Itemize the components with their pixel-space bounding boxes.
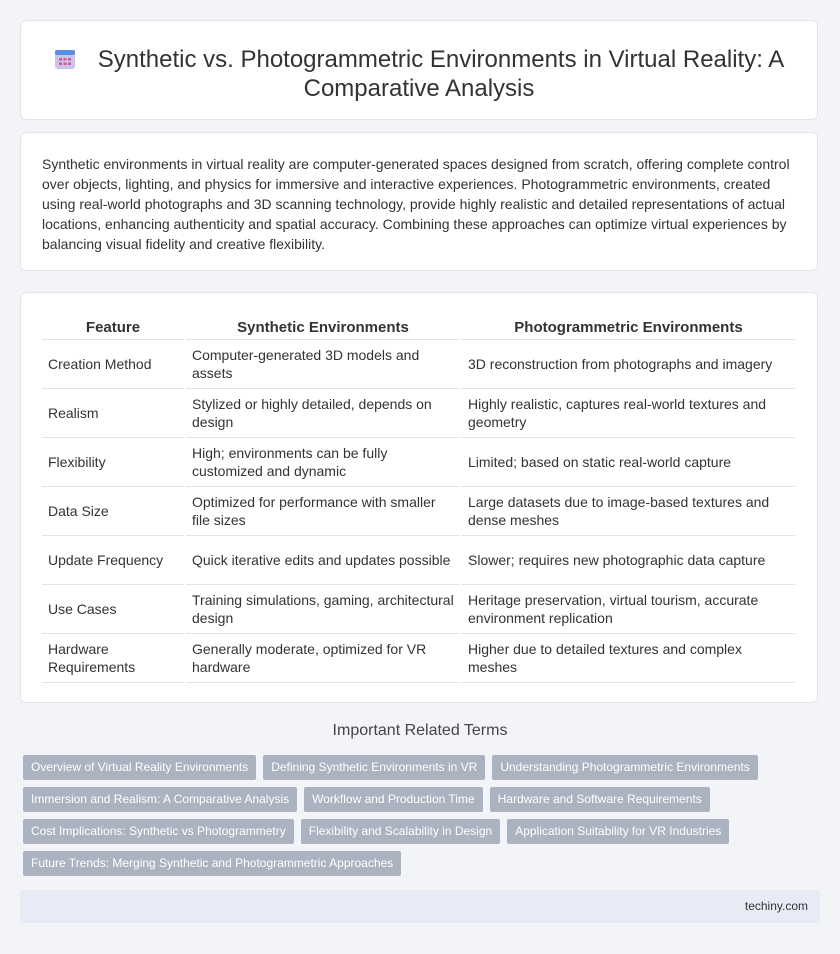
comparison-table-card — [20, 292, 818, 703]
table-cell-photogrammetric: Higher due to detailed textures and complex meshes — [462, 634, 795, 683]
related-terms-title: Important Related Terms — [332, 722, 508, 739]
table-cell-photogrammetric: Heritage preservation, virtual tourism, accurate environment replication — [462, 585, 795, 634]
related-term-tag[interactable]: Defining Synthetic Environments in VR — [263, 755, 485, 780]
page-title: Synthetic vs. Photogrammetric Environments in Virtual Reality: A Comparative Analysis — [97, 46, 785, 102]
table-cell-synthetic: Training simulations, gaming, architectural design — [186, 585, 460, 634]
footer-site-link[interactable]: techiny.com — [744, 899, 808, 913]
related-term-tag[interactable]: Cost Implications: Synthetic vs Photogrammetry — [23, 819, 294, 844]
related-terms-list — [23, 755, 803, 876]
table-cell-feature: Update Frequency — [42, 536, 184, 585]
table-row — [42, 389, 795, 438]
table-header-row — [42, 315, 795, 340]
intro-paragraph: Synthetic environments in virtual reality are computer-generated spaces designed from scratch, offering complete control over objects, lighting, and physics for immersive and interactive experiences. Photogrammetric environments, created using real-world photographs and 3D scanning technology, provide highly realistic and detailed representations of actual locations, enhancing authenticity and spatial accuracy. Combining these approaches can optimize virtual experiences by balancing visual fidelity and creative flexibility. — [42, 156, 790, 252]
related-term-tag[interactable]: Understanding Photogrammetric Environments — [492, 755, 757, 780]
related-term-tag[interactable]: Workflow and Production Time — [304, 787, 483, 812]
table-cell-synthetic: Stylized or highly detailed, depends on design — [186, 389, 460, 438]
table-cell-synthetic: Generally moderate, optimized for VR hardware — [186, 634, 460, 683]
related-term-tag[interactable]: Application Suitability for VR Industries — [507, 819, 729, 844]
title-card — [20, 20, 818, 120]
related-term-tag[interactable]: Hardware and Software Requirements — [490, 787, 710, 812]
header-feature: Feature — [42, 315, 184, 340]
table-row — [42, 536, 795, 585]
comparison-table — [40, 315, 797, 683]
table-cell-photogrammetric: Slower; requires new photographic data capture — [462, 536, 795, 585]
table-cell-photogrammetric: Limited; based on static real-world capture — [462, 438, 795, 487]
calendar-grid-icon — [54, 48, 76, 70]
table-cell-feature: Creation Method — [42, 340, 184, 389]
intro-card — [20, 132, 818, 271]
table-row — [42, 634, 795, 683]
table-cell-feature: Hardware Requirements — [42, 634, 184, 683]
header-synthetic: Synthetic Environments — [186, 315, 460, 340]
table-row — [42, 340, 795, 389]
table-cell-photogrammetric: Large datasets due to image-based textures and dense meshes — [462, 487, 795, 536]
table-cell-photogrammetric: 3D reconstruction from photographs and imagery — [462, 340, 795, 389]
table-row — [42, 487, 795, 536]
header-photogrammetric: Photogrammetric Environments — [462, 315, 795, 340]
related-term-tag[interactable]: Overview of Virtual Reality Environments — [23, 755, 256, 780]
related-term-tag[interactable]: Flexibility and Scalability in Design — [301, 819, 500, 844]
table-row — [42, 585, 795, 634]
table-cell-feature: Data Size — [42, 487, 184, 536]
table-cell-synthetic: Optimized for performance with smaller file sizes — [186, 487, 460, 536]
page-title-wrap — [51, 45, 787, 103]
table-cell-feature: Realism — [42, 389, 184, 438]
table-cell-feature: Use Cases — [42, 585, 184, 634]
table-row — [42, 438, 795, 487]
related-term-tag[interactable]: Future Trends: Merging Synthetic and Photogrammetric Approaches — [23, 851, 401, 876]
table-cell-synthetic: Quick iterative edits and updates possible — [186, 536, 460, 585]
footer — [20, 890, 820, 923]
table-cell-feature: Flexibility — [42, 438, 184, 487]
table-cell-photogrammetric: Highly realistic, captures real-world textures and geometry — [462, 389, 795, 438]
related-term-tag[interactable]: Immersion and Realism: A Comparative Analysis — [23, 787, 297, 812]
table-cell-synthetic: High; environments can be fully customized and dynamic — [186, 438, 460, 487]
table-cell-synthetic: Computer-generated 3D models and assets — [186, 340, 460, 389]
